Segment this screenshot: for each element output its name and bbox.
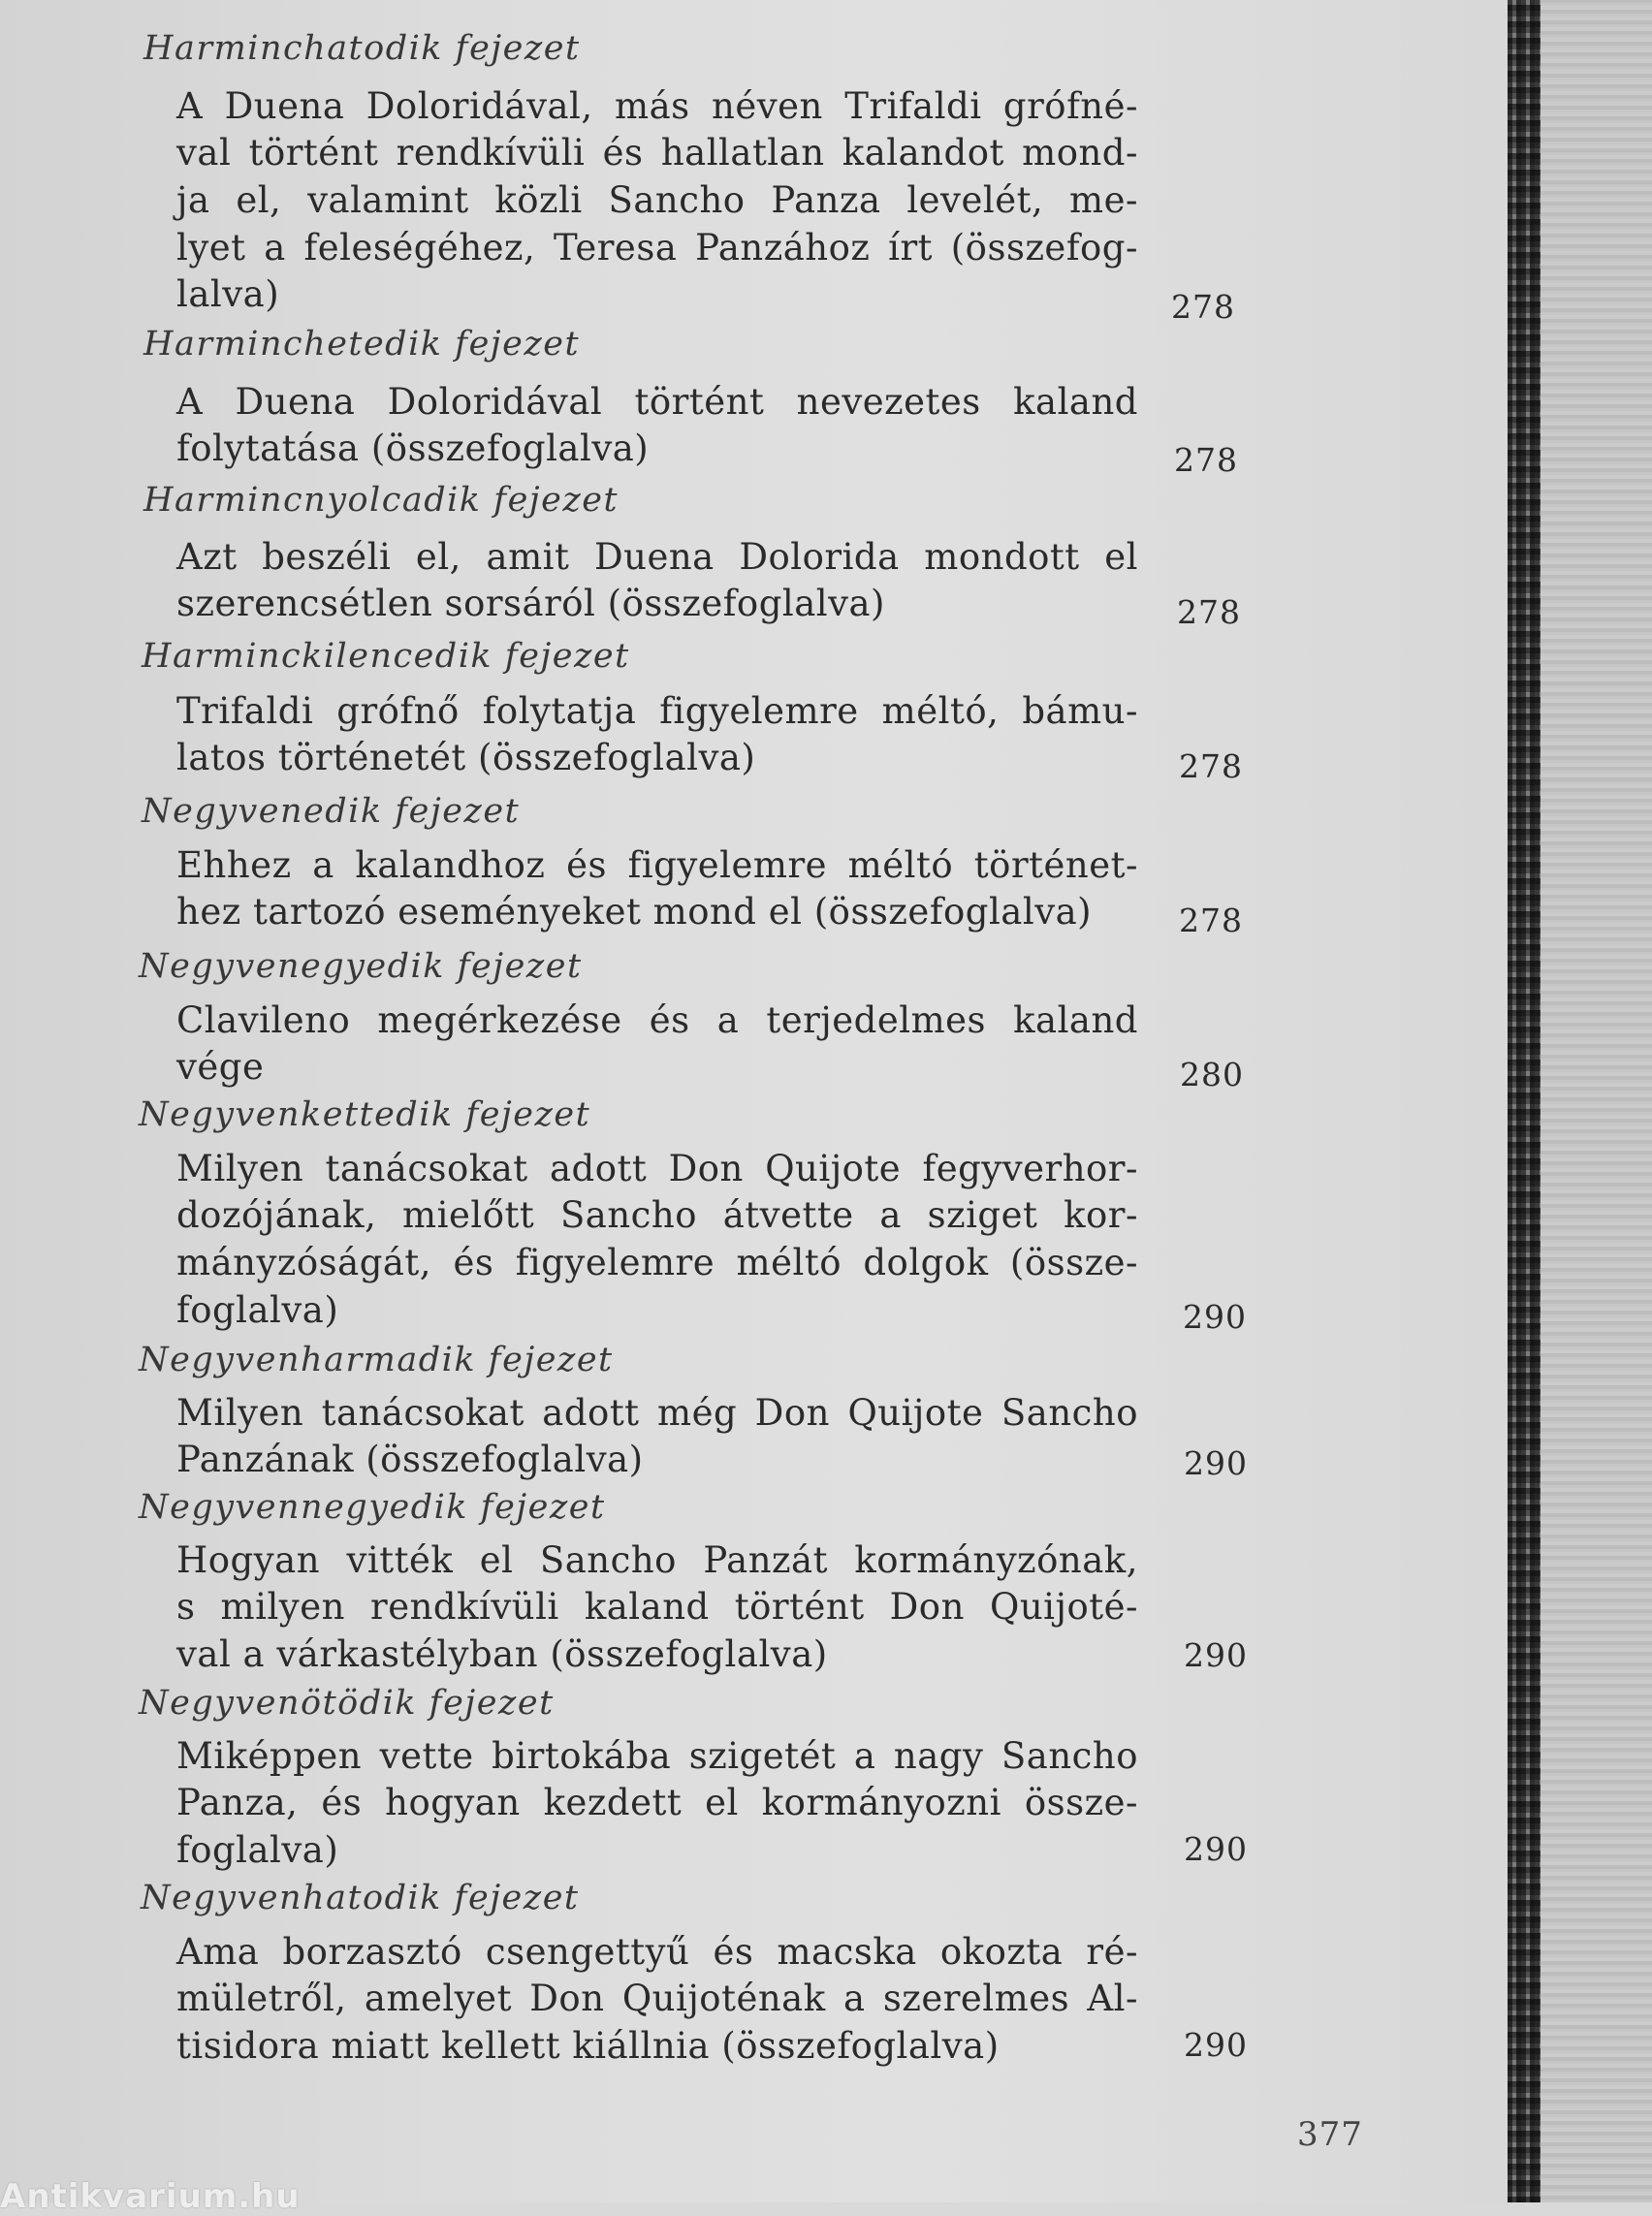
chapter-page-number: 278	[1171, 288, 1235, 326]
chapter-title: Negyvenegyedik fejezet	[139, 947, 583, 986]
chapter-page-number: 290	[1184, 2026, 1248, 2064]
chapter-summary-line: Ama borzasztó csengettyű és macska okozta ré-	[176, 1931, 1138, 1973]
chapter-summary-line: latos történetét (összefoglalva)	[176, 737, 756, 778]
chapter-summary-line: vége	[176, 1046, 265, 1088]
chapter-summary-line: Miképpen vette birtokába szigetét a nagy Sancho	[176, 1735, 1138, 1777]
chapter-page-number: 290	[1184, 1636, 1248, 1674]
chapter-summary-line: Milyen tanácsokat adott Don Quijote fegyverhor-	[176, 1148, 1138, 1189]
chapter-summary-line: folytatása (összefoglalva)	[176, 427, 650, 469]
chapter-summary-line: szerencsétlen sorsáról (összefoglalva)	[176, 583, 885, 624]
chapter-summary-line: dozójának, mielőtt Sancho átvette a sziget kor-	[176, 1194, 1138, 1236]
chapter-summary-line: Azt beszéli el, amit Duena Dolorida mondott el	[176, 536, 1138, 578]
chapter-summary-line: lalva)	[176, 273, 280, 315]
chapter-page-number: 280	[1180, 1056, 1244, 1093]
chapter-page-number: 278	[1179, 902, 1243, 939]
chapter-title: Harmincnyolcadik fejezet	[143, 481, 620, 520]
chapter-title: Negyvenharmadik fejezet	[139, 1341, 614, 1379]
chapter-page-number: 278	[1177, 593, 1241, 631]
watermark: Antikvarium.hu	[0, 2177, 301, 2216]
page-edge	[1541, 0, 1652, 2202]
chapter-summary-line: lyet a feleségéhez, Teresa Panzához írt (összefog-	[176, 227, 1138, 269]
chapter-summary-line: A Duena Doloridával történt nevezetes kaland	[176, 381, 1138, 423]
chapter-summary-line: Panza, és hogyan kezdett el kormányozni össze-	[176, 1782, 1138, 1823]
chapter-title: Negyvenötödik fejezet	[139, 1684, 555, 1723]
chapter-summary-line: mányzóságát, és figyelemre méltó dolgok (össze-	[176, 1242, 1138, 1283]
chapter-page-number: 290	[1184, 1830, 1248, 1868]
chapter-summary-line: Hogyan vitték el Sancho Panzát kormányzónak,	[176, 1539, 1138, 1581]
chapter-summary-line: Ehhez a kalandhoz és figyelemre méltó történet-	[176, 844, 1138, 886]
chapter-title: Harminckilencedik fejezet	[142, 637, 630, 676]
chapter-page-number: 290	[1183, 1298, 1247, 1336]
chapter-summary-line: val történt rendkívüli és hallatlan kalandot mond-	[176, 132, 1138, 174]
chapter-title: Negyvenhatodik fejezet	[141, 1879, 580, 1917]
chapter-summary-line: tisidora miatt kellett kiállnia (összefoglalva)	[176, 2025, 1000, 2067]
page-number: 377	[1297, 2115, 1363, 2154]
chapter-summary-line: Trifaldi grófnő folytatja figyelemre méltó, bámu-	[176, 690, 1138, 732]
chapter-title: Negyvenedik fejezet	[142, 792, 521, 831]
chapter-summary-line: s milyen rendkívüli kaland történt Don Quijoté-	[176, 1586, 1138, 1628]
book-binding	[1508, 0, 1541, 2202]
chapter-summary-line: hez tartozó eseményeket mond el (összefoglalva)	[176, 891, 1093, 933]
chapter-summary-line: val a várkastélyban (összefoglalva)	[176, 1633, 828, 1675]
chapter-page-number: 290	[1184, 1444, 1248, 1482]
chapter-title: Negyvennegyedik fejezet	[139, 1488, 606, 1527]
chapter-summary-line: foglalva)	[176, 1289, 339, 1331]
chapter-summary-line: foglalva)	[176, 1829, 339, 1871]
chapter-summary-line: Panzának (összefoglalva)	[176, 1439, 644, 1480]
chapter-title: Harminchetedik fejezet	[143, 325, 581, 364]
chapter-title: Negyvenkettedik fejezet	[139, 1095, 591, 1134]
chapter-summary-line: Clavileno megérkezése és a terjedelmes kaland	[176, 999, 1138, 1041]
chapter-title: Harminchatodik fejezet	[143, 29, 581, 68]
chapter-summary-line: ja el, valamint közli Sancho Panza levelét, me-	[176, 179, 1138, 221]
chapter-summary-line: A Duena Doloridával, más néven Trifaldi grófné-	[176, 85, 1138, 127]
chapter-page-number: 278	[1174, 441, 1238, 479]
chapter-summary-line: mületről, amelyet Don Quijoténak a szerelmes Al-	[176, 1978, 1138, 2019]
chapter-page-number: 278	[1179, 747, 1243, 785]
chapter-summary-line: Milyen tanácsokat adott még Don Quijote Sancho	[176, 1392, 1138, 1434]
